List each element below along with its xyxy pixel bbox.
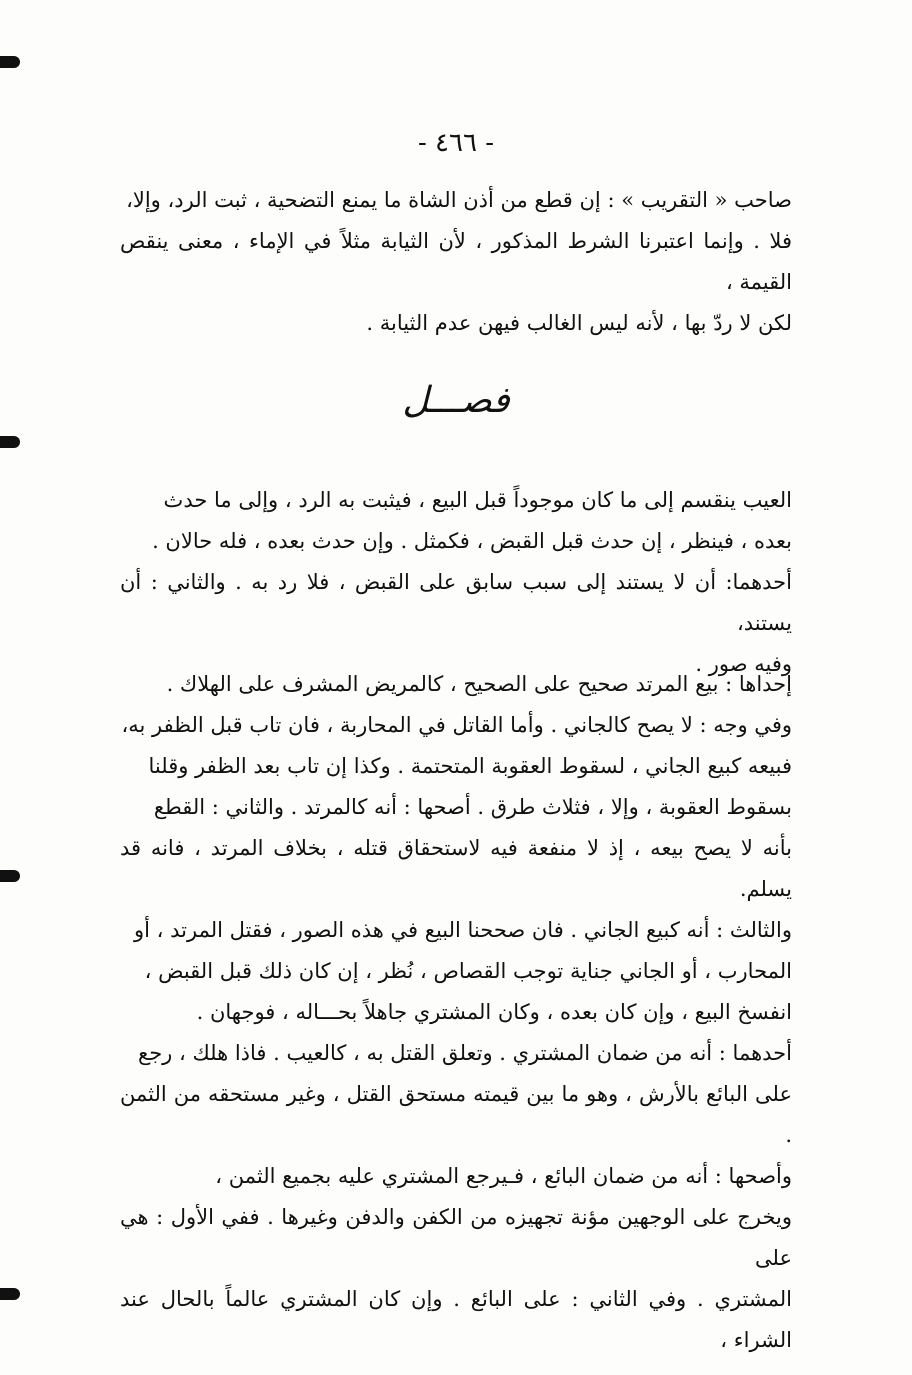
text-line: انفسخ البيع ، وإن كان بعده ، وكان المشتري جاهلاً بحـــاله ، فوجهان .	[196, 1000, 792, 1024]
section-heading: فصـــل	[402, 380, 510, 421]
text-line: فلا . وإنما اعتبرنا الشرط المذكور ، لأن الثيابة مثلاً في الإماء ، معنى ينقص القيمة ،	[120, 229, 792, 294]
text-line: إحداها : بيع المرتد صحيح على الصحيح ، كالمريض المشرف على الهلاك .	[166, 672, 792, 696]
text-line: المشتري . وفي الثاني : على البائع . وإن كان المشتري عالماً بالحال عند الشراء ،	[120, 1287, 792, 1352]
text-line: صاحب « التقريب » : إن قطع من أذن الشاة ما يمنع التضحية ، ثبت الرد، وإلا،	[126, 188, 792, 212]
text-line: وأصحها : أنه من ضمان البائع ، فـيرجع المشتري عليه بجميع الثمن ،	[215, 1164, 792, 1188]
text-line: بسقوط العقوبة ، وإلا ، فثلاث طرق . أصحها : أنه كالمرتد . والثاني : القطع	[153, 795, 792, 819]
intro-paragraph	[120, 180, 792, 344]
paragraph-defect	[120, 480, 792, 685]
scan-edge-mark	[0, 436, 20, 448]
text-line: فبيعه كبيع الجاني ، لسقوط العقوبة المتحتمة . وكذا إن تاب بعد الظفر وقلنا	[148, 754, 792, 778]
text-line: ويخرج على الوجهين مؤنة تجهيزه من الكفن والدفن وغيرها . ففي الأول : هي على	[120, 1205, 792, 1270]
scan-edge-mark	[0, 870, 20, 882]
text-line: وفيه صور .	[695, 652, 792, 676]
text-line: وفي وجه : لا يصح كالجاني . وأما القاتل في المحاربة ، فان تاب قبل الظفر به،	[121, 713, 792, 737]
text-line: بعده ، فينظر ، إن حدث قبل القبض ، فكمثل . وإن حدث بعده ، فله حالان .	[152, 529, 792, 553]
page-number: - ٤٦٦ -	[417, 128, 495, 158]
text-line: بأنه لا يصح بيعه ، إذ لا منفعة فيه لاستحقاق قتله ، بخلاف المرتد ، فانه قد يسلم.	[120, 836, 792, 901]
scan-edge-mark	[0, 56, 20, 68]
text-line: أحدهما : أنه من ضمان المشتري . وتعلق القتل به ، كالعيب . فاذا هلك ، رجع	[138, 1041, 792, 1065]
text-line: والثالث : أنه كبيع الجاني . فان صححنا البيع في هذه الصور ، فقتل المرتد ، أو	[134, 918, 792, 942]
text-line: على البائع بالأرش ، وهو ما بين قيمته مستحق القتل ، وغير مستحقه من الثمن .	[120, 1082, 792, 1147]
text-line: لكن لا ردّ بها ، لأنه ليس الغالب فيهن عدم الثيابة .	[366, 311, 792, 335]
paragraph-cases	[120, 664, 792, 1361]
text-line: العيب ينقسم إلى ما كان موجوداً قبل البيع ، فيثبت به الرد ، وإلى ما حدث	[163, 488, 792, 512]
text-line: المحارب ، أو الجاني جناية توجب القصاص ، نُظر ، إن كان ذلك قبل القبض ،	[144, 959, 792, 983]
scan-edge-mark	[0, 1288, 20, 1300]
text-line: أحدهما: أن لا يستند إلى سبب سابق على القبض ، فلا رد به . والثاني : أن يستند،	[120, 570, 792, 635]
